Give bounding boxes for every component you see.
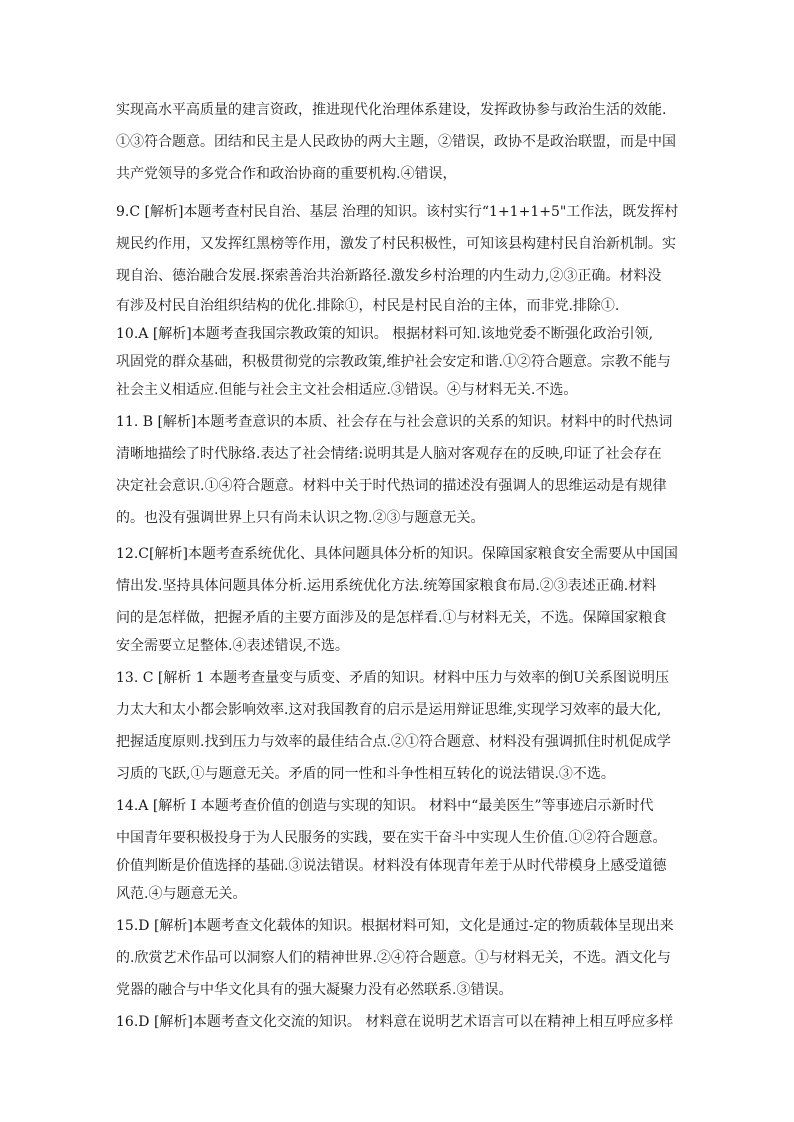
text-line: 共产党领导的多党合作和政治协商的重要机构.④错误， [116, 166, 457, 182]
text-line: 党器的融合与中华文化具有的强大凝聚力没有必然联系.③错误。 [116, 982, 513, 998]
text-line: 实现高水平高质量的建言资政，推进现代化治理体系建设，发挥政协参与政治生活的效能. [116, 102, 667, 118]
answer-16-line: 16.D [解析]本题考查文化交流的知识。 材料意在说明艺术语言可以在精神上相互呼应多样 [116, 1014, 674, 1030]
answer-11-line: 11. B [解析]本题考查意识的本质、社会存在与社会意识的关系的知识。材料中的时代热词 [116, 414, 673, 430]
answer-14-line: 14.A [解析 I 本题考查价值的创造与实现的知识。 材料中“最美医生”等事迹启示新时代 [116, 798, 654, 814]
answer-12-line: 12.C[解析]本题考查系统优化、具体问题具体分析的知识。保障国家粮食安全需要从中国国 [116, 546, 678, 562]
answer-15-line: 15.D [解析]本题考查文化载体的知识。根据材料可知，文化是通过-定的物质载体呈现出来 [116, 918, 674, 934]
text-line: 有涉及村民自治组织结构的优化.排除①，村民是村民自治的主体，而非党.排除①. [116, 298, 620, 314]
text-line: ①③符合题意。团结和民主是人民政协的两大主题，②错误，政协不是政治联盟，而是中国 [116, 134, 676, 150]
text-line: 风范.④与题意无关。 [116, 886, 247, 902]
answer-10-line: 10.A [解析]本题考查我国宗教政策的知识。 根据材料可知.该地党委不断强化政治引领, [116, 326, 654, 342]
text-line: 情出发.坚持具体问题具体分析.运用系统优化方法.统筹国家粮食布局.②③表述正确.材料 [116, 578, 657, 594]
text-line: 规民约作用，又发挥红黑榜等作用，激发了村民积极性，可知该县构建村民自治新机制。实 [116, 236, 676, 252]
text-line: 把握适度原则.找到压力与效率的最佳结合点.②①符合题意、材料没有强调抓住时机促成学 [116, 734, 671, 750]
text-line: 的。也没有强调世界上只有尚未认识之物.②③与题意无关。 [116, 510, 485, 526]
text-line: 现自治、德治融合发展.探索善治共治新路径.激发乡村治理的内生动力,②③正确。材料没 [116, 268, 662, 284]
answer-13-line: 13. C [解析 1 本题考查量变与质变、矛盾的知识。材料中压力与效率的倒U关系图说明压 [116, 670, 669, 686]
text-line: 安全需要立足整体.④表述错误,不选。 [116, 638, 349, 654]
text-line: 决定社会意识.①④符合题意。材料中关于时代热词的描述没有强调人的思维运动是有规律 [116, 478, 667, 494]
text-line: 中国青年要积极投身于为人民服务的实践，要在实干奋斗中实现人生价值.①②符合题意。 [116, 830, 667, 846]
text-line: 力太大和太小都会影响效率.这对我国教育的启示是运用辩证思维,实现学习效率的最大化, [116, 702, 662, 718]
answer-9-line: 9.C [解析]本题考查村民自治、基层 治理的知识。该村实行“1+1+1+5"工作法，既发挥村 [116, 204, 679, 220]
text-line: 习质的飞跃,①与题意无关。矛盾的同一性和斗争性相互转化的说法错误.③不选。 [116, 766, 615, 782]
text-line: 社会主义相适应.但能与社会主文社会相适应.③错误。④与材料无关.不选。 [116, 382, 578, 398]
text-line: 清晰地描绘了时代脉络.表达了社会情绪:说明其是人脑对客观存在的反映,印证了社会存在 [116, 446, 662, 462]
text-line: 的.欣赏艺术作品可以洞察人们的精神世界.②④符合题意。①与材料无关，不选。酒文化与 [116, 950, 671, 966]
text-line: 巩固党的群众基础，积极贯彻党的宗教政策,维护社会安定和谐.①②符合题意。宗教不能与 [116, 354, 671, 370]
text-line: 价值判断是价值选择的基础.③说法错误。材料没有体现青年差于从时代带模身上感受道德 [116, 858, 667, 874]
text-line: 问的是怎样做，把握矛盾的主要方面涉及的是怎样看.①与材料无关，不选。保障国家粮食 [116, 610, 667, 626]
